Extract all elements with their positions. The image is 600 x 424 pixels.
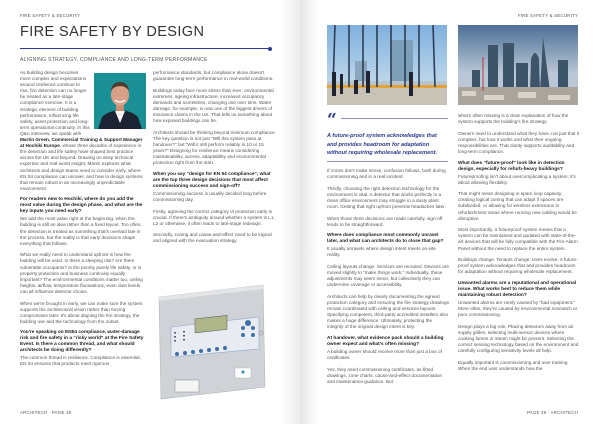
body-paragraph: Unwanted alarms are rarely caused by “bad equipment.” More often, they're caused by environmental mismatch or poor commissioning. [458,299,578,318]
left-column-1 [20,70,146,373]
body-paragraph: The common thread is resilience. Compliance is essential, EN 54 ensures that products meet rigorous [20,355,141,367]
divider-dot [268,47,272,51]
right-page [300,0,600,424]
body-paragraph: What we really need to understand upfront is how the building will be used. Is there a sleeping risk? Are there vulnerable occupants? Is the priority purely life safety, or is property protection and business continuity equally important? The environmental conditions matter too, ceiling heights, airflow, temperature fluctuations, even dust levels can all influence detector choice. [20,252,143,294]
body-paragraph: Buildings change. Tenants change. Uses evolve. A future-proof system acknowledges that and provides headroom for adaptation without requiring wholesale replacement. [458,257,578,275]
question-heading: For readers new to Hochiki, where do you add the most value during the design phase, and what are the key inputs you need early? [20,197,143,215]
quote-rule-bottom [327,161,448,162]
article-subtitle: ALIGNING STRATEGY, COMPLIANCE AND LONG-TERM PERFORMANCE [20,57,208,63]
quote-mark-icon: “ [327,110,337,130]
body-paragraph: Secondly, zoning and cause-and-effect need to be logical and aligned with the evacuation strategy. [153,232,272,244]
body-paragraph: Firstly, agreeing the correct category of protection early is crucial. If there's ambiguity around whether a system is L1, L2 or otherwise, it often leads to late-stage redesign. [153,208,275,226]
intro-paragraph [20,70,146,192]
question-heading: When you say “design for EN 54 compliance”, what are the top three design decisions that most affect commissioning success and sign-off? [153,171,271,189]
intro-text: As building design becomes more complex and expectations around resilience continue to rise, fire detection can no longer be treated as a late-stage compliance exercise. It is a strategic element of building performance, influencing life safety, asset protection and long-term operational continuity. In this Q&A interview, we speak with [20,70,90,136]
question-heading: Unwanted alarms are a reputational and operational issue. What works best to reduce them while maintaining robust detection? [458,280,577,298]
question-heading: At handover, what evidence pack should a building owner expect and what's often missing? [327,335,444,347]
body-paragraph: If zones don't make sense, confusion follows, both during commissioning and in a real incident. [327,168,446,180]
section-label: FIRE SAFETY & SECURITY [20,13,81,18]
body-paragraph: Equally important is commissioning and user training. When the end user understands how the [458,359,569,371]
body-paragraph: Architects can help by clearly documenting the agreed protection category and ensuring the fire strategy drawings remain coordinated with ceiling and services layouts. Specifying competent, third-party accredited installers also makes a huge difference. Ultimately, protecting the integrity of the original design intent is key. [327,293,449,330]
portrait-photo [94,73,146,129]
body-paragraph: A building owner should receive more than just a box of certificates. [327,348,442,360]
body-paragraph: performance standards, but compliance alone doesn't guarantee long-term performance in real-world conditions. [153,70,274,82]
intro-text-cont: , whose three decades of experience in fire detection and life safety have shaped best practice across the UK and beyond. Drawing on deep technical expertise and real-world insight, Martin explores what architects and design teams need to consider early, where EN 54 compliance can unravel, and how to design systems that remain robust in an increasingly unpredictable environment. [20,143,143,191]
body-paragraph: Design plays a big role. Placing detectors away from air supply grilles, selecting multi-sensor devices where cooking fumes or steam might be present. Selecting the correct sensing technology based on the environment and carefully configuring sensitivity levels all help. [458,323,579,354]
body-paragraph: Thirdly, choosing the right detection technology for the environment is vital. A detector that works perfectly in a clean office environment may struggle in a dusty plant room. Getting that right upfront prevents headaches later. [327,185,446,209]
body-paragraph: what's often missing is a clear explanation of how the system supports the building's fire strategy. [458,113,569,125]
body-paragraph: When those three decisions are made carefully, sign-off tends to be straightforward. [327,215,443,227]
pull-quote [327,112,448,162]
pull-quote-text: A future-proof system acknowledges that and provides headroom for adaptation without requiring wholesale replacement. [327,133,438,156]
question-heading: You're speaking on EN54 compliance, water-damage risk and fire safety in a “risky world” at the Fire Safety Event. Is there a common thread, and what should architects be doing differently? [20,330,144,354]
title-divider [20,48,270,49]
body-paragraph: We add the most value right at the beginning, when the building is still an idea rather than a fixed layout. Too often, fire detection is treated as something that's overlaid late in the process, but the reality is that early decisions shape everything that follows. [20,216,142,246]
quote-rule [341,118,448,119]
body-paragraph: Owners need to understand what they have, not just that it complies, but how it works and what their ongoing responsibilities are. That clarity supports auditability and long-term compliance. [458,130,580,154]
observation-deck-photo [327,25,447,105]
interviewee-name: Martin Green, Commercial Training & Support Manager at Hochiki Europe [20,137,143,149]
body-paragraph: Most importantly, a futureproof system means that a system can be maintained and updated with state-of-the-art devices that will be fully compatible with the Fire Alarm Panel without the need to replace the entire system. [458,227,578,251]
body-paragraph: Buildings today face more stress than ever: environmental extremes, ageing infrastructure, increased occupancy demands and sometimes, changing use over time. Water damage, for example, is now one of the biggest drivers of insurance claims in the UK. That tells us something about how exposed buildings can be. [153,87,274,124]
question-heading: What does “future-proof” look like in detection design, especially for refurb-heavy buildings? [458,160,565,172]
right-column-2 [458,113,580,377]
city-skyline-photo [458,25,578,105]
body-paragraph: Ceiling layouts change. Services are rerouted. Devices are moved slightly to “make things work.” Individually, these adjustments may seem minor, but collectively they can undermine coverage or accessibility. [327,263,449,288]
body-paragraph: When we're brought in early, we can make sure the system supports the architectural vision rather than forcing compromises later. It's about aligning the fire strategy, the building use and the technology from the outset. [20,300,143,324]
article-title: FIRE SAFETY BY DESIGN [20,24,205,40]
left-column-2 [153,70,276,250]
body-paragraph: Yes, they need commissioning certificates, as-fitted drawings, zone charts, cause-and-effect documentation and maintenance guidance. But [327,366,443,384]
body-paragraph: It usually unravels where design intent meets on-site reality. [327,246,436,258]
right-column-1 [327,168,449,390]
body-paragraph: Futureproofing isn't about overcomplicating a system; it's about allowing flexibility. [458,173,576,185]
footer-page-number: PAGE 49 · ARCHITECH [526,410,578,415]
fire-alarm-panel-image [155,283,270,401]
footer-page-number: ARCHITECH · PAGE 48 [20,410,72,415]
body-paragraph: That might mean designing in spare loop capacity, creating logical zoning that can adapt if spaces are subdivided, or allowing for wireless extensions in refurbishment areas where running new cabling would be disruptive. [458,191,577,221]
body-paragraph: Architects should be thinking beyond minimum compliance. The key question is not just “Will this system pass at handover?” but “Will it still perform reliably in 10 or 15 years?” Designing for resilience means considering maintainability, access, adaptability and environmental protection right from the start. [153,129,276,166]
question-heading: Where does compliance most commonly unravel later, and what can architects do to close that gap? [327,233,444,245]
body-paragraph: Commissioning success is usually decided long before commissioning day. [153,190,267,202]
section-label: FIRE SAFETY & SECURITY [517,13,578,18]
